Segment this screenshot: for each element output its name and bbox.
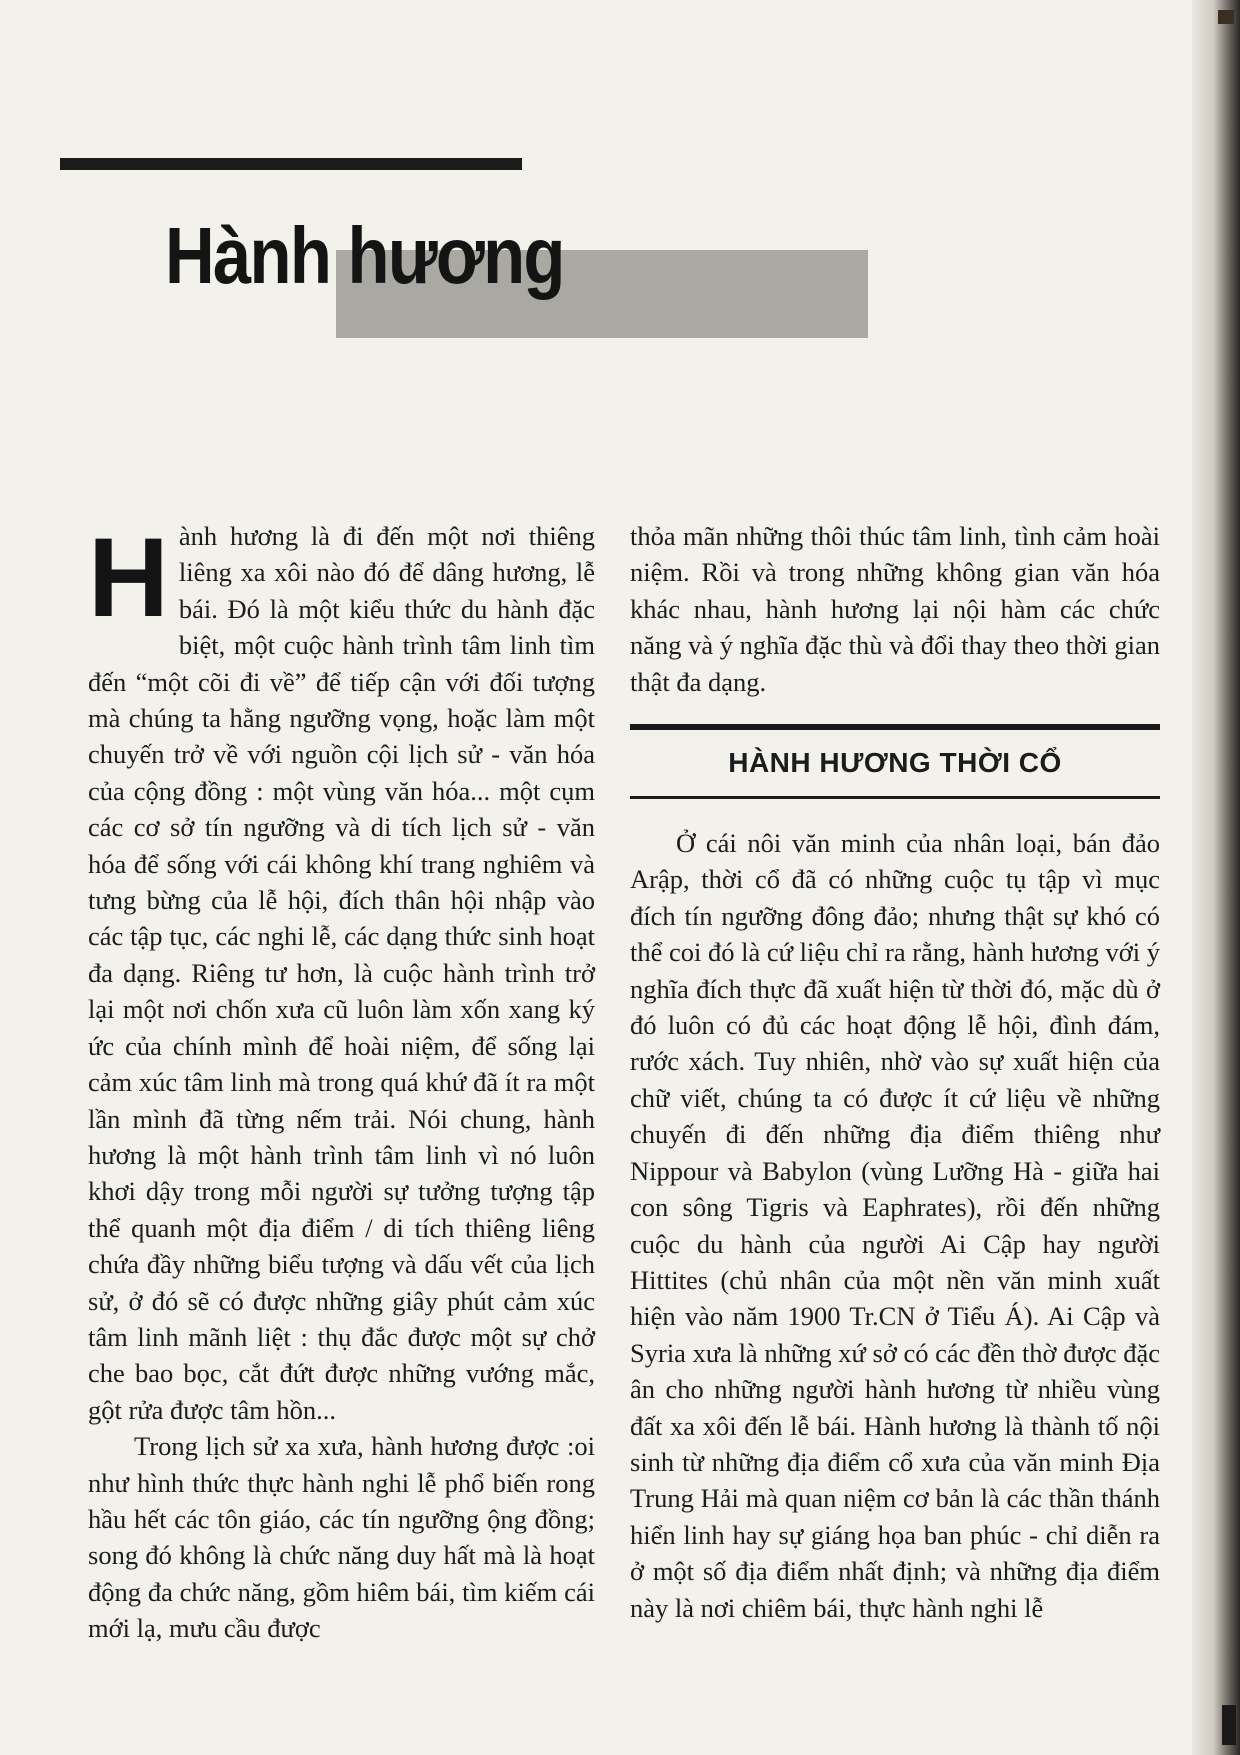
intro-paragraph: [88, 515, 595, 1428]
binding-mark-bottom: [1222, 1705, 1236, 1745]
continuation-paragraph: thỏa mãn những thôi thúc tâm linh, tình cảm hoài niệm. Rồi và trong những không gian văn hóa khác nhau, hành hương lại nội hàm các chức năng và ý nghĩa đặc thù và đổi thay theo thời gian thật đa dạng.: [630, 521, 1160, 697]
section-heading: HÀNH HƯƠNG THỜI CỔ: [630, 724, 1160, 799]
history-paragraph: Trong lịch sử xa xưa, hành hương được :oi như hình thức thực hành nghi lễ phổ biến rong hầu hết các tôn giáo, các tín ngưỡng ộng đồng; song đó không là chức năng duy hất mà là hoạt động đa chức năng, gồm hiêm bái, tìm kiếm cái mới lạ, mưu cầu được: [88, 1431, 595, 1644]
right-column: [630, 518, 1160, 1626]
ancient-pilgrimage-paragraph: Ở cái nôi văn minh của nhân loại, bán đảo Arập, thời cổ đã có những cuộc tụ tập vì mục đích tín ngưỡng đông đảo; nhưng thật sự khó có thể coi đó là cứ liệu chỉ ra rằng, hành hương với ý nghĩa đích thực đã xuất hiện từ thời đó, mặc dù ở đó luôn có đủ các hoạt động lễ hội, đình đám, rước xách. Tuy nhiên, nhờ vào sự xuất hiện của chữ viết, chúng ta có được ít cứ liệu về những chuyến đi đến những địa điểm thiêng như Nippour và Babylon (vùng Lưỡng Hà - giữa hai con sông Tigris và Eaphrates), rồi đến những cuộc du hành của người Ai Cập hay người Hittites (chủ nhân của một nền văn minh xuất hiện vào năm 1900 Tr.CN ở Tiểu Á). Ai Cập và Syria xưa là những xứ sở có các đền thờ được đặc ân cho những người hành hương từ nhiều vùng đất xa xôi đến lễ bái. Hành hương là thành tố nội sinh từ những địa điểm cổ xưa của văn minh Địa Trung Hải mà quan niệm cơ bản là các thần thánh hiển linh hay sự giáng họa ban phúc - chỉ diễn ra ở một số địa điểm nhất định; và những địa điểm này là nơi chiêm bái, thực hành nghi lễ: [630, 828, 1160, 1623]
title-top-rule: [60, 158, 522, 170]
drop-cap: H: [88, 515, 169, 640]
left-column: [88, 515, 595, 1647]
intro-paragraph-text: ành hương là đi đến một nơi thiêng liêng xa xôi nào đó để dâng hương, lễ bái. Đó là một kiểu thức du hành đặc biệt, một cuộc hành trình tâm linh tìm đến “một cõi đi về” để tiếp cận với đối tượng mà chúng ta hằng ngưỡng vọng, hoặc làm một chuyến trở về với nguồn cội lịch sử - văn hóa của cộng đồng : một vùng văn hóa... một cụm các cơ sở tín ngưỡng và di tích lịch sử - văn hóa để sống với cái không khí trang nghiêm và tưng bừng của lễ hội, đích thân hội nhập vào các tập tục, các nghi lễ, các dạng thức sinh hoạt đa dạng. Riêng tư hơn, là cuộc hành trình trở lại một nơi chốn xưa cũ luôn làm xốn xang ký ức của chính mình để hoài niệm, để sống lại cảm xúc tâm linh mà trong quá khứ đã ít ra một lần mình đã từng nếm trải. Nói chung, hành hương là một hành trình tâm linh vì nó luôn khơi dậy trong mỗi người sự tưởng tượng tập thể quanh một địa điểm / di tích thiêng liêng chứa đầy những biểu tượng và dấu vết của lịch sử, ở đó sẽ có được những giây phút cảm xúc tâm linh mãnh liệt : thụ đắc được một sự chở che bao bọc, cắt đứt được những vướng mắc, gột rửa được tâm hồn...: [88, 521, 595, 1425]
page-binding-edge: [1192, 0, 1240, 1755]
binding-mark-top: [1218, 10, 1234, 24]
page-title: Hành hương: [165, 211, 564, 300]
